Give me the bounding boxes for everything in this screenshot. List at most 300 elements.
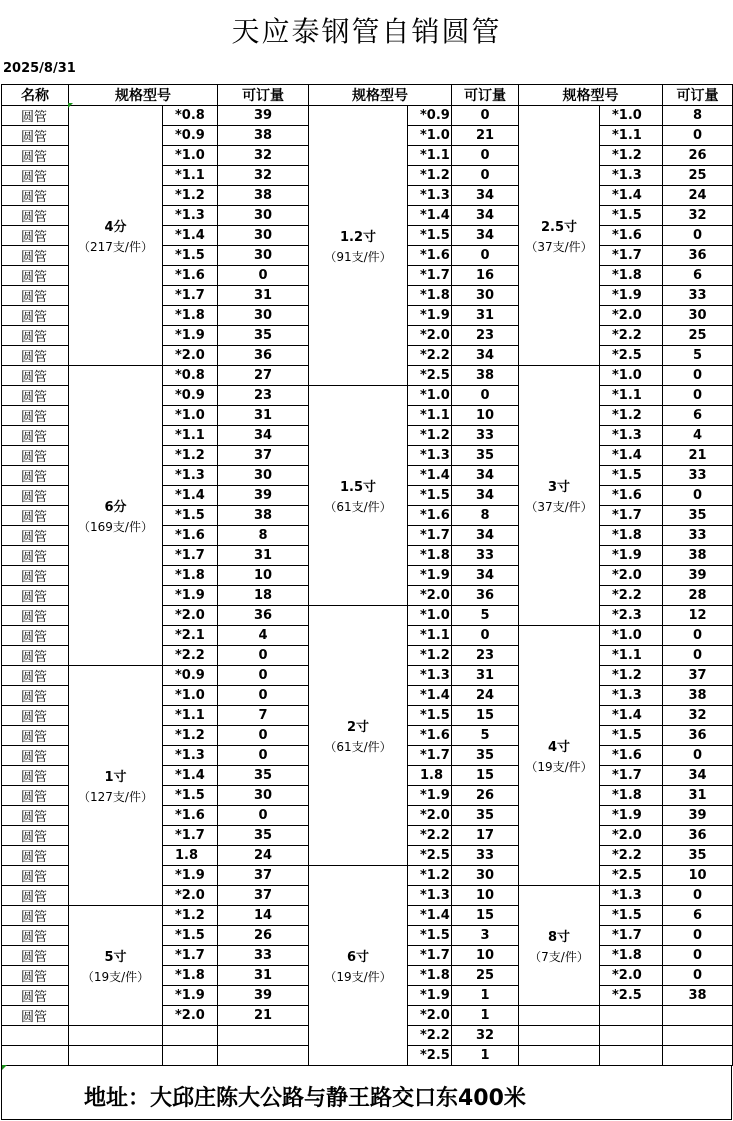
spec-cell: *1.8 bbox=[163, 306, 218, 326]
spec-cell: *2.2 bbox=[408, 1026, 452, 1046]
qty-cell: 38 bbox=[452, 366, 519, 386]
spec-cell: *1.8 bbox=[600, 526, 663, 546]
qty-cell: 31 bbox=[218, 966, 309, 986]
name-cell: 圆管 bbox=[2, 486, 69, 506]
empty-cell bbox=[218, 1046, 309, 1066]
spec-cell: *1.1 bbox=[600, 386, 663, 406]
spec-cell: *1.2 bbox=[163, 906, 218, 926]
spec-cell: *1.0 bbox=[600, 106, 663, 126]
name-cell: 圆管 bbox=[2, 626, 69, 646]
size-group-cell bbox=[69, 106, 163, 366]
qty-cell: 10 bbox=[452, 406, 519, 426]
qty-cell: 18 bbox=[218, 586, 309, 606]
qty-cell: 30 bbox=[218, 246, 309, 266]
spec-cell: *1.2 bbox=[408, 426, 452, 446]
size-label: 8寸 bbox=[547, 930, 571, 945]
spec-cell: *1.8 bbox=[600, 786, 663, 806]
spec-cell: *1.8 bbox=[163, 966, 218, 986]
qty-cell: 25 bbox=[663, 166, 733, 186]
spec-cell: *2.2 bbox=[600, 846, 663, 866]
header-qty: 可订量 bbox=[663, 85, 733, 106]
spec-cell: *1.2 bbox=[600, 146, 663, 166]
address-footer bbox=[1, 1065, 732, 1120]
qty-cell: 32 bbox=[663, 206, 733, 226]
spec-cell: *1.7 bbox=[600, 926, 663, 946]
qty-cell: 32 bbox=[452, 1026, 519, 1046]
spec-cell: *1.9 bbox=[408, 306, 452, 326]
qty-cell: 30 bbox=[218, 466, 309, 486]
spec-cell: *1.1 bbox=[163, 166, 218, 186]
spec-cell: *1.9 bbox=[600, 546, 663, 566]
qty-cell: 36 bbox=[452, 586, 519, 606]
name-cell: 圆管 bbox=[2, 266, 69, 286]
spec-cell: *2.1 bbox=[163, 626, 218, 646]
qty-cell: 33 bbox=[663, 466, 733, 486]
spec-cell: *1.9 bbox=[163, 986, 218, 1006]
qty-cell: 38 bbox=[218, 186, 309, 206]
spec-cell: *1.1 bbox=[163, 706, 218, 726]
name-cell: 圆管 bbox=[2, 926, 69, 946]
size-group-cell bbox=[69, 906, 163, 1026]
qty-cell: 30 bbox=[452, 286, 519, 306]
qty-cell: 35 bbox=[218, 326, 309, 346]
qty-cell: 38 bbox=[663, 546, 733, 566]
size-label: 2.5寸 bbox=[540, 220, 578, 235]
name-cell: 圆管 bbox=[2, 206, 69, 226]
size-group-cell bbox=[69, 666, 163, 906]
qty-cell: 7 bbox=[218, 706, 309, 726]
qty-cell: 37 bbox=[218, 446, 309, 466]
empty-cell bbox=[163, 1026, 218, 1046]
spec-cell: *1.9 bbox=[408, 566, 452, 586]
spec-cell: *1.4 bbox=[163, 226, 218, 246]
spec-cell: *1.1 bbox=[600, 126, 663, 146]
size-label: 1.2寸 bbox=[339, 230, 377, 245]
qty-cell: 4 bbox=[218, 626, 309, 646]
spec-cell: *1.6 bbox=[408, 726, 452, 746]
qty-cell: 30 bbox=[452, 866, 519, 886]
name-cell: 圆管 bbox=[2, 986, 69, 1006]
spec-cell: *1.7 bbox=[408, 266, 452, 286]
empty-cell bbox=[519, 1046, 600, 1066]
qty-cell: 35 bbox=[663, 846, 733, 866]
spec-cell: *1.2 bbox=[600, 666, 663, 686]
spec-cell: *1.5 bbox=[600, 906, 663, 926]
qty-cell: 0 bbox=[663, 626, 733, 646]
qty-cell: 0 bbox=[452, 166, 519, 186]
pack-count-label: （61支/件） bbox=[324, 740, 392, 754]
spec-cell: *0.9 bbox=[408, 106, 452, 126]
name-cell bbox=[2, 1026, 69, 1046]
name-cell: 圆管 bbox=[2, 146, 69, 166]
qty-cell: 17 bbox=[452, 826, 519, 846]
qty-cell: 0 bbox=[218, 646, 309, 666]
pack-count-label: （37支/件） bbox=[525, 500, 593, 514]
spec-cell: *1.8 bbox=[163, 566, 218, 586]
qty-cell: 1 bbox=[452, 1046, 519, 1066]
spec-cell: *1.7 bbox=[163, 826, 218, 846]
qty-cell: 38 bbox=[218, 126, 309, 146]
spec-cell: *1.3 bbox=[408, 186, 452, 206]
qty-cell: 36 bbox=[218, 606, 309, 626]
spec-cell: *1.3 bbox=[163, 466, 218, 486]
spec-cell: *1.4 bbox=[408, 906, 452, 926]
spec-cell: *1.4 bbox=[163, 766, 218, 786]
qty-cell: 35 bbox=[452, 806, 519, 826]
spec-cell: *1.3 bbox=[600, 886, 663, 906]
qty-cell: 16 bbox=[452, 266, 519, 286]
qty-cell: 8 bbox=[663, 106, 733, 126]
name-cell: 圆管 bbox=[2, 966, 69, 986]
name-cell: 圆管 bbox=[2, 706, 69, 726]
qty-cell: 38 bbox=[663, 986, 733, 1006]
spec-cell: 1.8 bbox=[408, 766, 452, 786]
spec-cell: *0.8 bbox=[163, 106, 218, 126]
qty-cell: 12 bbox=[663, 606, 733, 626]
qty-cell: 23 bbox=[452, 326, 519, 346]
qty-cell: 34 bbox=[663, 766, 733, 786]
spec-cell: *1.5 bbox=[163, 246, 218, 266]
header-spec: 规格型号 bbox=[69, 85, 218, 106]
qty-cell: 21 bbox=[218, 1006, 309, 1026]
spec-cell: *1.6 bbox=[600, 226, 663, 246]
spec-cell: *1.6 bbox=[163, 266, 218, 286]
spec-cell: *0.9 bbox=[163, 126, 218, 146]
spec-cell: *2.0 bbox=[600, 566, 663, 586]
qty-cell: 15 bbox=[452, 906, 519, 926]
pack-count-label: （19支/件） bbox=[525, 760, 593, 774]
qty-cell: 0 bbox=[218, 666, 309, 686]
spec-cell: *1.7 bbox=[600, 766, 663, 786]
spec-cell: *1.5 bbox=[408, 706, 452, 726]
qty-cell: 36 bbox=[663, 826, 733, 846]
empty-cell bbox=[663, 1006, 733, 1026]
header-spec: 规格型号 bbox=[519, 85, 663, 106]
name-cell: 圆管 bbox=[2, 466, 69, 486]
qty-cell: 0 bbox=[663, 946, 733, 966]
header-qty: 可订量 bbox=[452, 85, 519, 106]
spec-cell: *1.3 bbox=[600, 686, 663, 706]
header-qty: 可订量 bbox=[218, 85, 309, 106]
qty-cell: 14 bbox=[218, 906, 309, 926]
qty-cell: 31 bbox=[452, 666, 519, 686]
spec-cell: *1.7 bbox=[408, 526, 452, 546]
name-cell: 圆管 bbox=[2, 446, 69, 466]
qty-cell: 36 bbox=[663, 246, 733, 266]
spec-cell: *1.6 bbox=[163, 806, 218, 826]
spec-cell: *1.9 bbox=[408, 786, 452, 806]
spec-cell: *2.2 bbox=[408, 346, 452, 366]
empty-cell bbox=[663, 1026, 733, 1046]
spec-cell: *1.0 bbox=[600, 626, 663, 646]
name-cell: 圆管 bbox=[2, 686, 69, 706]
address-text: 地址：大邱庄陈大公路与静王路交口东400米 bbox=[84, 1086, 526, 1111]
spec-cell: *1.7 bbox=[163, 946, 218, 966]
spec-cell: *1.2 bbox=[163, 446, 218, 466]
qty-cell: 34 bbox=[452, 466, 519, 486]
size-label: 5寸 bbox=[104, 950, 127, 965]
qty-cell: 26 bbox=[663, 146, 733, 166]
qty-cell: 0 bbox=[663, 746, 733, 766]
name-cell: 圆管 bbox=[2, 886, 69, 906]
name-cell: 圆管 bbox=[2, 806, 69, 826]
pack-count-label: （7支/件） bbox=[529, 950, 589, 964]
name-cell: 圆管 bbox=[2, 1006, 69, 1026]
spec-cell: *1.0 bbox=[163, 146, 218, 166]
qty-cell: 36 bbox=[663, 726, 733, 746]
pack-count-label: （217支/件） bbox=[78, 240, 153, 254]
spec-cell: *1.0 bbox=[408, 126, 452, 146]
qty-cell: 35 bbox=[218, 826, 309, 846]
qty-cell: 10 bbox=[452, 946, 519, 966]
spec-cell: *2.2 bbox=[600, 326, 663, 346]
spec-cell: *1.4 bbox=[163, 486, 218, 506]
spec-cell: *2.0 bbox=[163, 886, 218, 906]
spec-cell: *2.5 bbox=[408, 1046, 452, 1066]
name-cell: 圆管 bbox=[2, 746, 69, 766]
spec-cell: *2.0 bbox=[600, 306, 663, 326]
name-cell: 圆管 bbox=[2, 106, 69, 126]
qty-cell: 37 bbox=[218, 886, 309, 906]
spec-cell: *1.0 bbox=[408, 606, 452, 626]
qty-cell: 34 bbox=[452, 346, 519, 366]
name-cell: 圆管 bbox=[2, 786, 69, 806]
size-group-cell bbox=[309, 606, 408, 866]
spec-cell: *1.3 bbox=[163, 206, 218, 226]
empty-cell bbox=[519, 1006, 600, 1026]
header-row bbox=[2, 85, 733, 106]
qty-cell: 30 bbox=[218, 226, 309, 246]
size-group-cell bbox=[519, 366, 600, 626]
spec-cell: *2.5 bbox=[408, 846, 452, 866]
name-cell: 圆管 bbox=[2, 726, 69, 746]
qty-cell: 30 bbox=[218, 306, 309, 326]
qty-cell: 34 bbox=[452, 566, 519, 586]
spec-cell: *1.4 bbox=[600, 186, 663, 206]
spec-cell: *2.0 bbox=[163, 346, 218, 366]
spec-cell: *1.0 bbox=[163, 406, 218, 426]
size-label: 1寸 bbox=[104, 770, 127, 785]
qty-cell: 21 bbox=[663, 446, 733, 466]
qty-cell: 32 bbox=[663, 706, 733, 726]
empty-cell bbox=[663, 1046, 733, 1066]
qty-cell: 39 bbox=[218, 106, 309, 126]
qty-cell: 25 bbox=[452, 966, 519, 986]
spec-cell: *1.2 bbox=[408, 646, 452, 666]
spec-cell: *1.9 bbox=[600, 806, 663, 826]
spec-cell: *1.1 bbox=[408, 626, 452, 646]
qty-cell: 26 bbox=[452, 786, 519, 806]
spec-cell: *1.9 bbox=[163, 326, 218, 346]
spec-cell: *1.4 bbox=[408, 206, 452, 226]
spec-cell: *1.7 bbox=[600, 246, 663, 266]
qty-cell: 30 bbox=[218, 206, 309, 226]
qty-cell: 38 bbox=[218, 506, 309, 526]
spec-cell: *1.1 bbox=[163, 426, 218, 446]
spec-cell: *2.5 bbox=[600, 346, 663, 366]
size-group-cell bbox=[309, 866, 408, 1066]
spec-cell: *2.0 bbox=[408, 586, 452, 606]
cell-marker bbox=[68, 103, 73, 108]
qty-cell: 37 bbox=[663, 666, 733, 686]
qty-cell: 8 bbox=[218, 526, 309, 546]
spec-cell: *1.5 bbox=[163, 506, 218, 526]
qty-cell: 0 bbox=[218, 726, 309, 746]
qty-cell: 30 bbox=[218, 786, 309, 806]
qty-cell: 34 bbox=[452, 526, 519, 546]
name-cell: 圆管 bbox=[2, 426, 69, 446]
spec-cell: *1.2 bbox=[408, 166, 452, 186]
spec-cell: *1.9 bbox=[600, 286, 663, 306]
stock-table bbox=[1, 84, 733, 1066]
spec-cell: *1.5 bbox=[163, 926, 218, 946]
size-group-cell bbox=[309, 106, 408, 386]
spec-cell: *1.7 bbox=[408, 746, 452, 766]
spec-cell: *1.0 bbox=[163, 686, 218, 706]
qty-cell: 32 bbox=[218, 166, 309, 186]
qty-cell: 26 bbox=[218, 926, 309, 946]
qty-cell: 0 bbox=[663, 646, 733, 666]
qty-cell: 24 bbox=[218, 846, 309, 866]
qty-cell: 0 bbox=[218, 686, 309, 706]
qty-cell: 39 bbox=[663, 566, 733, 586]
qty-cell: 35 bbox=[452, 746, 519, 766]
qty-cell: 10 bbox=[218, 566, 309, 586]
empty-cell bbox=[600, 1026, 663, 1046]
spec-cell: *1.1 bbox=[408, 146, 452, 166]
spec-cell: *1.0 bbox=[600, 366, 663, 386]
spec-cell: *1.5 bbox=[600, 466, 663, 486]
spec-cell: *1.5 bbox=[163, 786, 218, 806]
qty-cell: 28 bbox=[663, 586, 733, 606]
empty-cell bbox=[600, 1006, 663, 1026]
spec-cell: *1.2 bbox=[163, 186, 218, 206]
qty-cell: 34 bbox=[452, 226, 519, 246]
spec-cell: *1.8 bbox=[600, 946, 663, 966]
spec-cell: *1.8 bbox=[408, 966, 452, 986]
size-group-cell bbox=[309, 386, 408, 606]
qty-cell: 5 bbox=[452, 606, 519, 626]
qty-cell: 33 bbox=[663, 286, 733, 306]
spec-cell: *2.5 bbox=[600, 866, 663, 886]
name-cell: 圆管 bbox=[2, 366, 69, 386]
qty-cell: 33 bbox=[452, 846, 519, 866]
name-cell: 圆管 bbox=[2, 406, 69, 426]
empty-cell bbox=[163, 1046, 218, 1066]
pack-count-label: （19支/件） bbox=[81, 970, 150, 984]
size-label: 2寸 bbox=[346, 720, 370, 735]
qty-cell: 25 bbox=[663, 326, 733, 346]
empty-cell bbox=[600, 1046, 663, 1066]
spec-cell: *2.0 bbox=[600, 966, 663, 986]
spec-cell: *1.6 bbox=[408, 506, 452, 526]
qty-cell: 1 bbox=[452, 1006, 519, 1026]
qty-cell: 33 bbox=[663, 526, 733, 546]
qty-cell: 27 bbox=[218, 366, 309, 386]
pack-count-label: （169支/件） bbox=[78, 520, 153, 534]
qty-cell: 38 bbox=[663, 686, 733, 706]
table-body bbox=[2, 106, 733, 1066]
spec-cell: *1.5 bbox=[408, 226, 452, 246]
size-label: 4寸 bbox=[547, 740, 571, 755]
spec-cell: *1.9 bbox=[163, 866, 218, 886]
spec-cell: *2.2 bbox=[600, 586, 663, 606]
name-cell: 圆管 bbox=[2, 566, 69, 586]
spec-cell: *1.8 bbox=[408, 546, 452, 566]
qty-cell: 0 bbox=[218, 266, 309, 286]
empty-cell bbox=[69, 1046, 163, 1066]
pack-count-label: （91支/件） bbox=[324, 250, 392, 264]
spec-cell: *1.5 bbox=[600, 206, 663, 226]
qty-cell: 23 bbox=[452, 646, 519, 666]
qty-cell: 15 bbox=[452, 706, 519, 726]
qty-cell: 24 bbox=[452, 686, 519, 706]
name-cell: 圆管 bbox=[2, 646, 69, 666]
name-cell: 圆管 bbox=[2, 306, 69, 326]
spec-cell: *1.4 bbox=[600, 706, 663, 726]
name-cell: 圆管 bbox=[2, 326, 69, 346]
qty-cell: 31 bbox=[218, 546, 309, 566]
empty-cell bbox=[519, 1026, 600, 1046]
size-label: 4分 bbox=[104, 220, 127, 235]
spec-cell: *1.6 bbox=[600, 486, 663, 506]
empty-cell bbox=[218, 1026, 309, 1046]
qty-cell: 37 bbox=[218, 866, 309, 886]
qty-cell: 32 bbox=[218, 146, 309, 166]
spec-cell: *1.1 bbox=[408, 406, 452, 426]
spec-cell: *1.8 bbox=[600, 266, 663, 286]
qty-cell: 23 bbox=[218, 386, 309, 406]
pack-count-label: （61支/件） bbox=[324, 500, 392, 514]
spec-cell: *1.4 bbox=[600, 446, 663, 466]
name-cell: 圆管 bbox=[2, 826, 69, 846]
spec-cell: *1.3 bbox=[408, 886, 452, 906]
qty-cell: 31 bbox=[218, 286, 309, 306]
qty-cell: 39 bbox=[218, 986, 309, 1006]
header-name: 名称 bbox=[2, 85, 69, 106]
spec-cell: *1.6 bbox=[600, 746, 663, 766]
page-title: 天应泰钢管自销圆管 bbox=[231, 15, 502, 48]
qty-cell: 33 bbox=[452, 546, 519, 566]
spec-cell: *1.7 bbox=[163, 286, 218, 306]
header-spec: 规格型号 bbox=[309, 85, 452, 106]
spec-cell: *1.5 bbox=[600, 726, 663, 746]
qty-cell: 0 bbox=[663, 886, 733, 906]
qty-cell: 34 bbox=[452, 206, 519, 226]
qty-cell: 36 bbox=[218, 346, 309, 366]
size-label: 1.5寸 bbox=[339, 480, 377, 495]
qty-cell: 35 bbox=[218, 766, 309, 786]
name-cell: 圆管 bbox=[2, 346, 69, 366]
spec-cell: *1.9 bbox=[163, 586, 218, 606]
name-cell: 圆管 bbox=[2, 906, 69, 926]
qty-cell: 4 bbox=[663, 426, 733, 446]
size-group-cell bbox=[519, 626, 600, 886]
size-label: 3寸 bbox=[547, 480, 571, 495]
qty-cell: 0 bbox=[663, 486, 733, 506]
qty-cell: 1 bbox=[452, 986, 519, 1006]
qty-cell: 33 bbox=[452, 426, 519, 446]
qty-cell: 6 bbox=[663, 266, 733, 286]
name-cell: 圆管 bbox=[2, 386, 69, 406]
qty-cell: 0 bbox=[663, 366, 733, 386]
qty-cell: 0 bbox=[218, 806, 309, 826]
qty-cell: 5 bbox=[452, 726, 519, 746]
spec-cell: *1.4 bbox=[408, 466, 452, 486]
qty-cell: 6 bbox=[663, 906, 733, 926]
spec-cell: *1.1 bbox=[600, 646, 663, 666]
table-row bbox=[2, 106, 733, 126]
